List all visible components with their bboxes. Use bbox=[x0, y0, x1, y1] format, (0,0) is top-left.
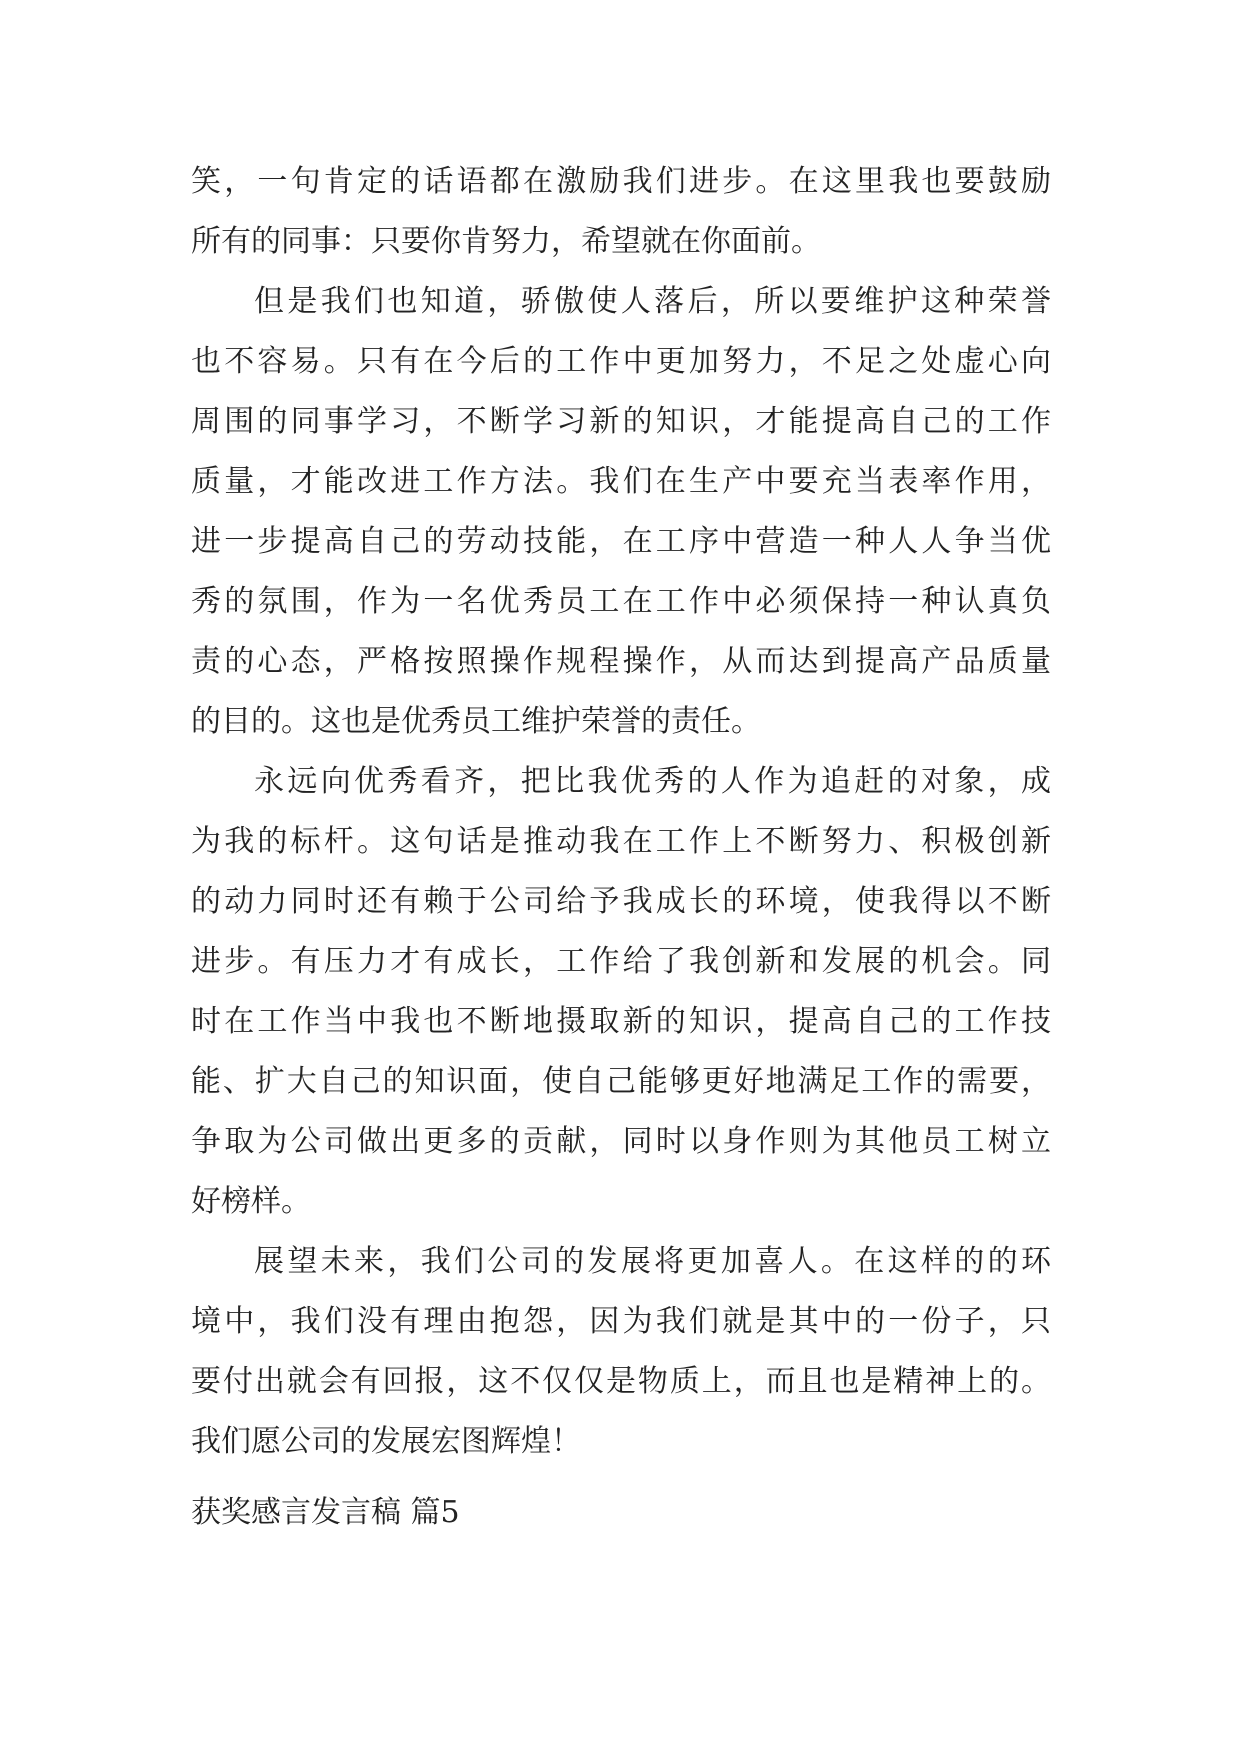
paragraph-line: 时在工作当中我也不断地摄取新的知识，提高自己的工作技 bbox=[191, 1004, 1051, 1039]
paragraph-line: 好榜样。 bbox=[191, 1184, 311, 1219]
paragraph-line: 质量，才能改进工作方法。我们在生产中要充当表率作用， bbox=[191, 464, 1051, 499]
paragraph-line: 秀的氛围，作为一名优秀员工在工作中必须保持一种认真负 bbox=[191, 584, 1051, 619]
paragraph-line: 所有的同事：只要你肯努力，希望就在你面前。 bbox=[191, 224, 821, 259]
paragraph-line: 为我的标杆。这句话是推动我在工作上不断努力、积极创新 bbox=[191, 824, 1051, 859]
paragraph-line: 争取为公司做出更多的贡献，同时以身作则为其他员工树立 bbox=[191, 1124, 1051, 1159]
paragraph-line: 境中，我们没有理由抱怨，因为我们就是其中的一份子，只 bbox=[191, 1304, 1051, 1339]
paragraph-line: 我们愿公司的发展宏图辉煌！ bbox=[191, 1424, 581, 1459]
paragraph-line: 进步。有压力才有成长，工作给了我创新和发展的机会。同 bbox=[191, 944, 1051, 979]
paragraph-line: 周围的同事学习，不断学习新的知识，才能提高自己的工作 bbox=[191, 404, 1051, 439]
paragraph-line: 但是我们也知道，骄傲使人落后，所以要维护这种荣誉 bbox=[254, 284, 1051, 319]
paragraph-line: 的目的。这也是优秀员工维护荣誉的责任。 bbox=[191, 704, 761, 739]
paragraph-line: 也不容易。只有在今后的工作中更加努力，不足之处虚心向 bbox=[191, 344, 1051, 379]
paragraph-line: 的动力同时还有赖于公司给予我成长的环境，使我得以不断 bbox=[191, 884, 1051, 919]
paragraph-line: 永远向优秀看齐，把比我优秀的人作为追赶的对象，成 bbox=[254, 764, 1051, 799]
section-heading: 获奖感言发言稿 篇5 bbox=[191, 1495, 460, 1530]
paragraph-line: 展望未来，我们公司的发展将更加喜人。在这样的的环 bbox=[254, 1244, 1051, 1279]
paragraph-line: 笑，一句肯定的话语都在激励我们进步。在这里我也要鼓励 bbox=[191, 164, 1051, 199]
paragraph-line: 责的心态，严格按照操作规程操作，从而达到提高产品质量 bbox=[191, 644, 1051, 679]
paragraph-line: 能、扩大自己的知识面，使自己能够更好地满足工作的需要， bbox=[191, 1064, 1051, 1099]
paragraph-line: 要付出就会有回报，这不仅仅是物质上，而且也是精神上的。 bbox=[191, 1364, 1051, 1399]
paragraph-line: 进一步提高自己的劳动技能，在工序中营造一种人人争当优 bbox=[191, 524, 1051, 559]
